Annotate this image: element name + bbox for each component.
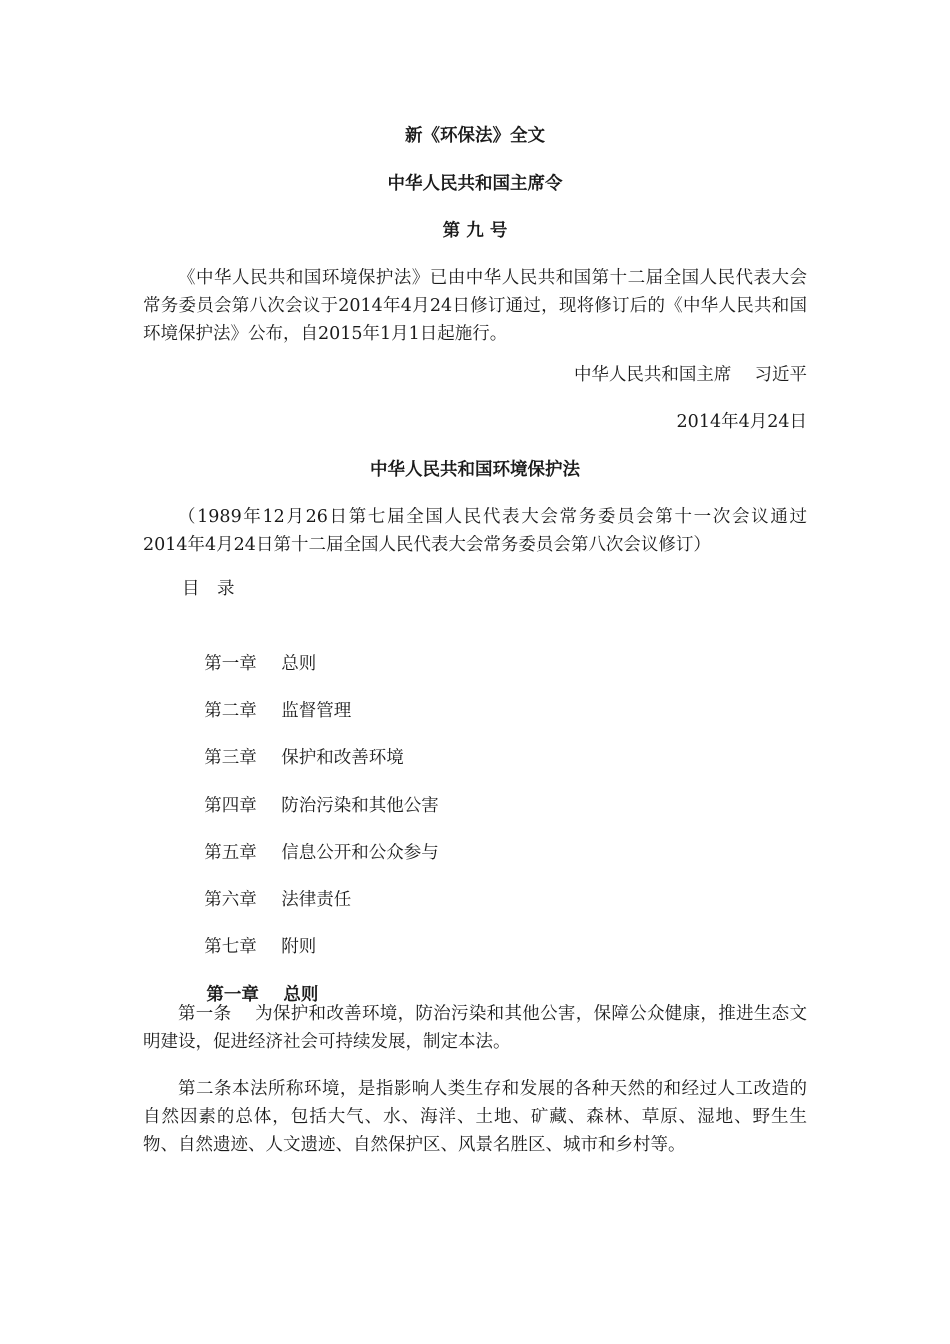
toc-chapter-number: 第六章 xyxy=(204,890,257,910)
order-heading: 中华人民共和国主席令 xyxy=(387,174,563,194)
law-title: 中华人民共和国环境保护法 xyxy=(370,460,580,480)
promulgation-paragraph: 《中华人民共和国环境保护法》已由中华人民共和国第十二届全国人民代表大会常务委员会第八次会议于2014年4月24日修订通过，现将修订后的《中华人民共和国环境保护法》公布，自2015年1月1日起施行。 xyxy=(143,268,807,344)
toc-chapter-name: 防治污染和其他公害 xyxy=(281,796,439,816)
toc-chapter-number: 第一章 xyxy=(204,654,257,674)
article-1: 第一条 为保护和改善环境，防治污染和其他公害，保障公众健康，推进生态文明建设，促进经济社会可持续发展，制定本法。 xyxy=(143,1004,807,1052)
toc-chapter-name: 保护和改善环境 xyxy=(281,748,404,768)
toc-chapter-name: 附则 xyxy=(281,937,317,957)
toc-chapter-number: 第七章 xyxy=(204,937,257,957)
chapter-name: 总则 xyxy=(283,985,319,1005)
toc-chapter-name: 法律责任 xyxy=(281,890,352,910)
order-number: 第 九 号 xyxy=(442,221,508,241)
article-2: 第二条本法所称环境，是指影响人类生存和发展的各种天然的和经过人工改造的自然因素的总体，包括大气、水、海洋、土地、矿藏、森林、草原、湿地、野生生物、自然遗迹、人文遗迹、自然保护区、风景名胜区、城市和乡村等。 xyxy=(143,1079,807,1155)
history-note: （1989年12月26日第七届全国人民代表大会常务委员会第十一次会议通过 2014年4月24日第十二届全国人民代表大会常务委员会第八次会议修订） xyxy=(143,507,825,555)
document-title: 新《环保法》全文 xyxy=(405,126,545,146)
toc-chapter-number: 第四章 xyxy=(204,796,257,816)
toc-label: 目 录 xyxy=(182,579,235,599)
signatory: 中华人民共和国主席 习近平 xyxy=(573,365,807,385)
toc-chapter-name: 监督管理 xyxy=(281,701,352,721)
toc-chapter-number: 第五章 xyxy=(204,843,257,863)
toc-chapter-number: 第二章 xyxy=(204,701,257,721)
toc-chapter-name: 信息公开和公众参与 xyxy=(281,843,439,863)
order-date: 2014年4月24日 xyxy=(676,412,807,432)
chapter-number: 第一章 xyxy=(206,985,259,1005)
toc-chapter-name: 总则 xyxy=(281,654,317,674)
toc-chapter-number: 第三章 xyxy=(204,748,257,768)
